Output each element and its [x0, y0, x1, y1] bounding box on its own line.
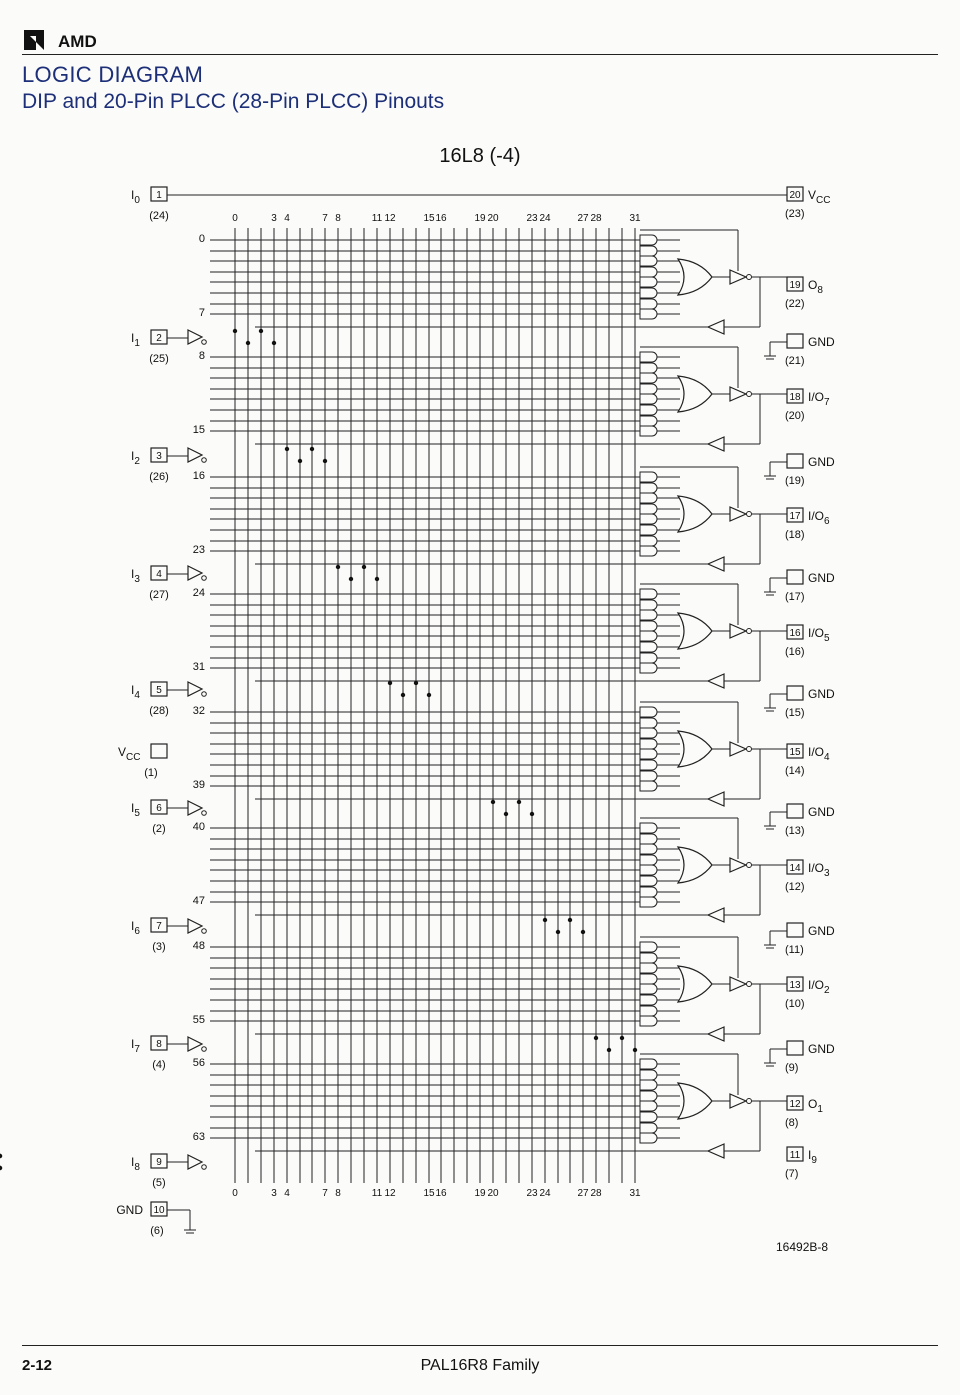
- output-pin-box-number: 13: [789, 980, 801, 991]
- row-label: 48: [192, 940, 205, 952]
- row-label: 23: [192, 544, 205, 556]
- input-bubble: [202, 1047, 207, 1052]
- input-label: $I_2$: [131, 449, 140, 467]
- column-label-bottom: 24: [539, 1188, 551, 1199]
- connection-dot: [414, 681, 418, 685]
- and-gate: [640, 1059, 657, 1069]
- output-plcc-pin: (7): [785, 1168, 799, 1180]
- column-label-top: 19: [474, 213, 486, 224]
- and-gate: [640, 631, 657, 641]
- input-pin-box-number: 2: [156, 333, 162, 344]
- output-buffer: [730, 624, 746, 638]
- and-gate: [640, 844, 657, 854]
- and-gate: [640, 781, 657, 791]
- and-gate: [640, 610, 657, 620]
- connection-dot: [568, 918, 572, 922]
- and-gate: [640, 546, 657, 556]
- output-pin-box-number: 12: [789, 1099, 801, 1110]
- column-label-top: 15: [423, 213, 435, 224]
- and-gate: [640, 394, 657, 404]
- input-plcc-pin: (4): [152, 1059, 166, 1071]
- output-plcc-pin: (12): [785, 881, 805, 893]
- and-gate: [640, 246, 657, 256]
- output-label: $I/O_6$: [808, 509, 830, 527]
- and-gate: [640, 1016, 657, 1026]
- input-label-vcc: $V_{CC}$: [118, 745, 141, 763]
- connection-dot: [0, 1154, 2, 1158]
- output-pin-box-number: 14: [789, 863, 801, 874]
- input-plcc-pin: (24): [149, 210, 169, 222]
- input-buffer: [188, 566, 202, 580]
- and-gate: [640, 760, 657, 770]
- connection-dot: [310, 447, 314, 451]
- input-buffer: [188, 682, 202, 696]
- inversion-bubble: [747, 863, 752, 868]
- and-gate: [640, 984, 657, 994]
- and-gate: [640, 309, 657, 319]
- input-plcc-pin: (27): [149, 589, 169, 601]
- footer-rule: [22, 1345, 938, 1346]
- column-label-top: 11: [371, 213, 383, 224]
- gnd-pin-box: [787, 923, 803, 937]
- connection-dot: [388, 681, 392, 685]
- output-plcc-pin: (17): [785, 591, 805, 603]
- column-label-top: 0: [232, 213, 238, 224]
- input-plcc-pin: (26): [149, 471, 169, 483]
- and-gate: [640, 642, 657, 652]
- output-plcc-pin: (13): [785, 825, 805, 837]
- and-gate: [640, 483, 657, 493]
- output-buffer: [730, 858, 746, 872]
- column-label-top: 27: [577, 213, 589, 224]
- and-gate: [640, 855, 657, 865]
- column-label-top: 20: [487, 213, 499, 224]
- row-label: 63: [192, 1131, 205, 1143]
- input-label: $I_6$: [131, 919, 140, 937]
- input-bubble: [202, 340, 207, 345]
- row-label: 40: [192, 821, 205, 833]
- connection-dot: [272, 341, 276, 345]
- and-gate: [640, 514, 657, 524]
- output-buffer: [730, 977, 746, 991]
- and-gate: [640, 1123, 657, 1133]
- and-gate: [640, 288, 657, 298]
- or-gate: [678, 496, 712, 532]
- input-pin-box-number: 7: [156, 921, 162, 932]
- gnd-pin-box: [787, 686, 803, 700]
- connection-dot: [246, 341, 250, 345]
- and-gate: [640, 621, 657, 631]
- brand-name: AMD: [58, 32, 97, 51]
- feedback-buffer: [708, 320, 724, 334]
- connection-dot: [594, 1036, 598, 1040]
- and-gate: [640, 352, 657, 362]
- output-buffer: [730, 387, 746, 401]
- figure-id: 16492B-8: [776, 1240, 829, 1254]
- input-bubble: [202, 458, 207, 463]
- output-buffer: [730, 270, 746, 284]
- column-label-bottom: 4: [284, 1188, 290, 1199]
- column-label-bottom: 16: [435, 1188, 447, 1199]
- column-label-bottom: 28: [590, 1188, 602, 1199]
- row-label: 55: [192, 1014, 205, 1026]
- output-pin-box-number: 19: [789, 280, 801, 291]
- output-plcc-pin: (9): [785, 1062, 799, 1074]
- row-label: 16: [192, 470, 205, 482]
- output-plcc-pin: (22): [785, 298, 805, 310]
- connection-dot: [543, 918, 547, 922]
- or-gate: [678, 259, 712, 295]
- output-pin-box-number: 20: [789, 190, 801, 201]
- output-plcc-pin: (21): [785, 355, 805, 367]
- output-plcc-pin: (19): [785, 475, 805, 487]
- input-pin-box-number: 9: [156, 1157, 162, 1168]
- and-gate: [640, 504, 657, 514]
- and-gate: [640, 1070, 657, 1080]
- connection-dot: [323, 459, 327, 463]
- and-gate: [640, 299, 657, 309]
- input-pin-box-number: 6: [156, 803, 162, 814]
- input-plcc-pin: (5): [152, 1177, 166, 1189]
- output-label: $I/O_3$: [808, 861, 830, 879]
- row-label: 31: [192, 661, 205, 673]
- output-pin-box-number: 11: [789, 1150, 801, 1161]
- page-subtitle: DIP and 20-Pin PLCC (28-Pin PLCC) Pinouts: [22, 90, 445, 113]
- and-gate: [640, 472, 657, 482]
- input-label-gnd: GND: [116, 1203, 143, 1217]
- row-label: 0: [198, 233, 205, 245]
- input-label: $I_1$: [131, 331, 140, 349]
- column-label-bottom: 27: [577, 1188, 589, 1199]
- feedback-buffer: [708, 674, 724, 688]
- inversion-bubble: [747, 275, 752, 280]
- inversion-bubble: [747, 982, 752, 987]
- column-label-bottom: 31: [629, 1188, 641, 1199]
- input-bubble: [202, 811, 207, 816]
- and-gate: [640, 974, 657, 984]
- output-label: $I/O_5$: [808, 626, 830, 644]
- and-gate: [640, 1133, 657, 1143]
- and-gate: [640, 426, 657, 436]
- input-buffer: [188, 448, 202, 462]
- input-plcc-pin: (28): [149, 705, 169, 717]
- output-pin-box-number: 18: [789, 392, 801, 403]
- connection-dot: [298, 459, 302, 463]
- and-gate: [640, 373, 657, 383]
- column-label-top: 23: [526, 213, 538, 224]
- output-gnd-label: GND: [808, 924, 835, 938]
- column-label-bottom: 11: [371, 1188, 383, 1199]
- input-buffer: [188, 1037, 202, 1051]
- and-gate: [640, 493, 657, 503]
- and-gate: [640, 887, 657, 897]
- row-label: 7: [198, 307, 205, 319]
- input-buffer: [188, 1155, 202, 1169]
- page-number: 2-12: [22, 1357, 53, 1374]
- output-label: $O_1$: [808, 1097, 823, 1115]
- column-label-top: 12: [384, 213, 396, 224]
- gnd-pin-box: [787, 804, 803, 818]
- column-label-top: 16: [435, 213, 447, 224]
- and-gate: [640, 953, 657, 963]
- row-label: 15: [192, 424, 205, 436]
- input-bubble: [202, 576, 207, 581]
- and-gate: [640, 963, 657, 973]
- inversion-bubble: [747, 512, 752, 517]
- input-label: $I_0$: [131, 188, 140, 206]
- vcc-pin-box: [151, 744, 167, 758]
- output-label: $I/O_4$: [808, 745, 830, 763]
- and-gate: [640, 405, 657, 415]
- connection-dot: [427, 693, 431, 697]
- row-label: 32: [192, 705, 205, 717]
- input-pin-box-number: 1: [156, 190, 162, 201]
- feedback-buffer: [708, 1027, 724, 1041]
- and-gate: [640, 1101, 657, 1111]
- product-family: PAL16R8 Family: [420, 1357, 540, 1374]
- or-gate: [678, 1083, 712, 1119]
- connection-dot: [375, 577, 379, 581]
- row-label: 47: [192, 895, 205, 907]
- and-gate: [640, 749, 657, 759]
- input-bubble: [202, 929, 207, 934]
- connection-dot: [336, 565, 340, 569]
- or-gate: [678, 376, 712, 412]
- and-gate: [640, 525, 657, 535]
- connection-dot: [530, 812, 534, 816]
- inversion-bubble: [747, 747, 752, 752]
- output-gnd-label: GND: [808, 1042, 835, 1056]
- and-gate: [640, 718, 657, 728]
- input-label: $I_3$: [131, 567, 140, 585]
- input-buffer: [188, 919, 202, 933]
- and-gate: [640, 600, 657, 610]
- row-label: 24: [192, 587, 205, 599]
- and-gate: [640, 267, 657, 277]
- gnd-pin-box: [787, 1041, 803, 1055]
- output-pin-box-number: 17: [789, 511, 801, 522]
- connection-dot: [233, 329, 237, 333]
- and-gate: [640, 589, 657, 599]
- output-plcc-pin: (23): [785, 208, 805, 220]
- column-label-bottom: 23: [526, 1188, 538, 1199]
- connection-dot: [581, 930, 585, 934]
- and-gate: [640, 363, 657, 373]
- input-buffer: [188, 801, 202, 815]
- input-bubble: [202, 692, 207, 697]
- connection-dot: [633, 1048, 637, 1052]
- output-label: $V_{CC}$: [808, 188, 831, 206]
- input-pin-box-number: 8: [156, 1039, 162, 1050]
- connection-dot: [504, 812, 508, 816]
- input-pin-box-number: 4: [156, 569, 162, 580]
- and-gate: [640, 865, 657, 875]
- input-buffer: [188, 330, 202, 344]
- gnd-pin-box: [787, 454, 803, 468]
- inversion-bubble: [747, 1099, 752, 1104]
- output-gnd-label: GND: [808, 687, 835, 701]
- column-label-top: 4: [284, 213, 290, 224]
- input-pin-box-number: 5: [156, 685, 162, 696]
- input-bubble: [202, 1165, 207, 1170]
- column-label-bottom: 12: [384, 1188, 396, 1199]
- column-label-top: 24: [539, 213, 551, 224]
- input-label: $I_5$: [131, 801, 140, 819]
- output-gnd-label: GND: [808, 455, 835, 469]
- connection-dot: [401, 693, 405, 697]
- column-label-bottom: 7: [322, 1188, 328, 1199]
- inversion-bubble: [747, 392, 752, 397]
- and-gate: [640, 897, 657, 907]
- row-label: 8: [198, 350, 205, 362]
- column-label-bottom: 8: [335, 1188, 341, 1199]
- gnd-pin-box: [787, 334, 803, 348]
- output-plcc-pin: (14): [785, 765, 805, 777]
- input-pin-box-number: 3: [156, 451, 162, 462]
- output-label: $I/O_2$: [808, 978, 830, 996]
- output-plcc-pin: (11): [785, 944, 804, 956]
- and-gate: [640, 536, 657, 546]
- output-plcc-pin: (18): [785, 529, 805, 541]
- column-label-top: 28: [590, 213, 602, 224]
- and-gate: [640, 1006, 657, 1016]
- output-gnd-label: GND: [808, 571, 835, 585]
- and-gate: [640, 728, 657, 738]
- and-gate: [640, 834, 657, 844]
- inversion-bubble: [747, 629, 752, 634]
- input-plcc-pin: (1): [144, 767, 158, 779]
- input-label: $I_7$: [131, 1037, 140, 1055]
- input-plcc-pin: (6): [150, 1225, 164, 1237]
- output-label: $O_8$: [808, 278, 823, 296]
- feedback-buffer: [708, 908, 724, 922]
- and-gate: [640, 707, 657, 717]
- column-label-bottom: 19: [474, 1188, 486, 1199]
- column-label-bottom: 3: [271, 1188, 277, 1199]
- output-buffer: [730, 742, 746, 756]
- gnd-pin-box: [787, 570, 803, 584]
- and-gate: [640, 771, 657, 781]
- and-gate: [640, 995, 657, 1005]
- and-gate: [640, 1080, 657, 1090]
- and-gate: [640, 1091, 657, 1101]
- column-label-top: 3: [271, 213, 277, 224]
- connection-dot: [349, 577, 353, 581]
- feedback-buffer: [708, 792, 724, 806]
- output-label: $I/O_7$: [808, 390, 830, 408]
- feedback-buffer: [708, 437, 724, 451]
- column-label-top: 31: [629, 213, 641, 224]
- output-buffer: [730, 1094, 746, 1108]
- input-label: $I_8$: [131, 1155, 140, 1173]
- feedback-buffer: [708, 557, 724, 571]
- and-gate: [640, 823, 657, 833]
- or-gate: [678, 847, 712, 883]
- page-title: LOGIC DIAGRAM: [22, 62, 204, 87]
- device-label: 16L8 (-4): [439, 145, 521, 167]
- connection-dot: [607, 1048, 611, 1052]
- or-gate: [678, 613, 712, 649]
- input-plcc-pin: (25): [149, 353, 169, 365]
- connection-dot: [491, 800, 495, 804]
- input-plcc-pin: (2): [152, 823, 166, 835]
- output-plcc-pin: (16): [785, 646, 805, 658]
- gnd-pin-box-number: 10: [153, 1205, 165, 1216]
- output-label: $I_9$: [808, 1148, 817, 1166]
- connection-dot: [362, 565, 366, 569]
- connection-dot: [556, 930, 560, 934]
- output-buffer: [730, 507, 746, 521]
- output-pin-box-number: 16: [789, 628, 801, 639]
- output-plcc-pin: (8): [785, 1117, 799, 1129]
- and-gate: [640, 235, 657, 245]
- connection-dot: [0, 1166, 2, 1170]
- connection-dot: [259, 329, 263, 333]
- and-gate: [640, 416, 657, 426]
- row-label: 56: [192, 1057, 205, 1069]
- output-plcc-pin: (10): [785, 998, 805, 1010]
- output-plcc-pin: (15): [785, 707, 805, 719]
- connection-dot: [517, 800, 521, 804]
- and-gate: [640, 256, 657, 266]
- column-label-bottom: 15: [423, 1188, 435, 1199]
- column-label-bottom: 20: [487, 1188, 499, 1199]
- column-label-bottom: 0: [232, 1188, 238, 1199]
- column-label-top: 7: [322, 213, 328, 224]
- output-pin-box-number: 15: [789, 747, 801, 758]
- and-gate: [640, 876, 657, 886]
- connection-dot: [285, 447, 289, 451]
- connection-dot: [620, 1036, 624, 1040]
- and-gate: [640, 277, 657, 287]
- or-gate: [678, 731, 712, 767]
- and-gate: [640, 942, 657, 952]
- output-gnd-label: GND: [808, 805, 835, 819]
- input-plcc-pin: (3): [152, 941, 166, 953]
- and-gate: [640, 663, 657, 673]
- column-label-top: 8: [335, 213, 341, 224]
- and-gate: [640, 384, 657, 394]
- input-label: $I_4$: [131, 683, 140, 701]
- and-gate: [640, 739, 657, 749]
- row-label: 39: [192, 779, 205, 791]
- output-gnd-label: GND: [808, 335, 835, 349]
- feedback-buffer: [708, 1144, 724, 1158]
- and-gate: [640, 653, 657, 663]
- output-plcc-pin: (20): [785, 410, 805, 422]
- or-gate: [678, 966, 712, 1002]
- and-gate: [640, 1112, 657, 1122]
